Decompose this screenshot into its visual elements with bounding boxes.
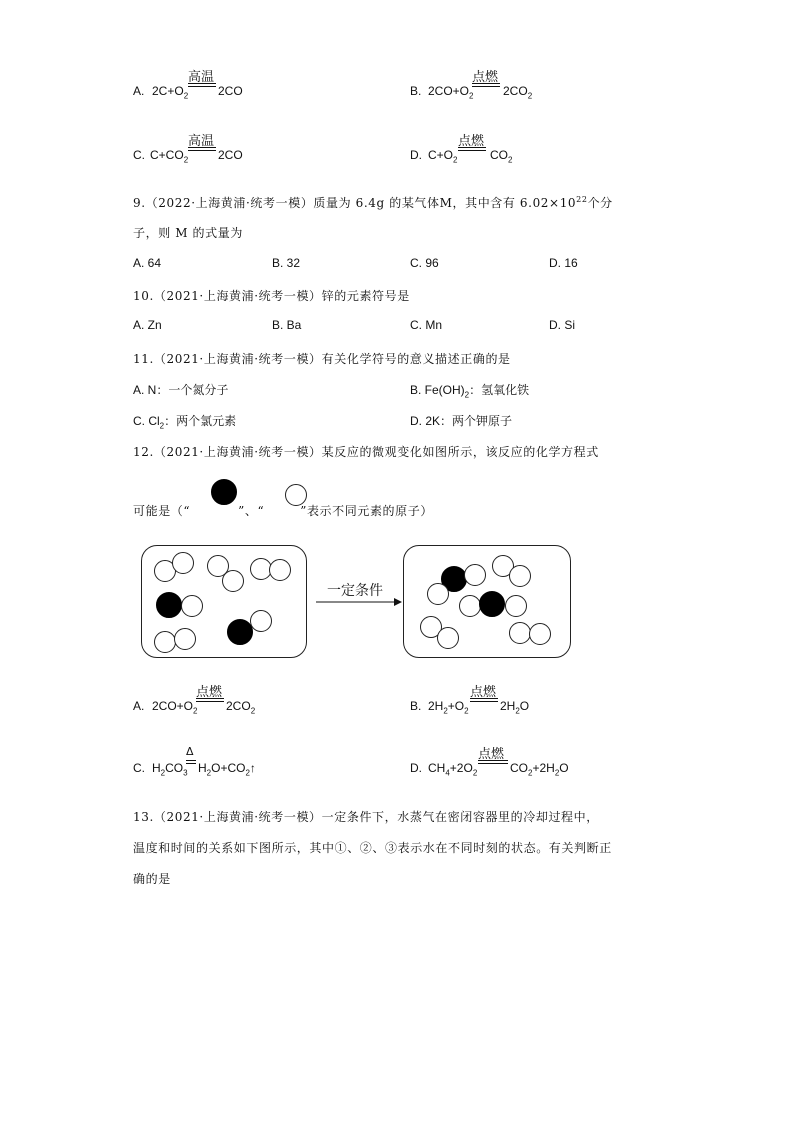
question-9-stem-line1: 9.（2022·上海黄浦·统考一模）质量为 6.4g 的某气体M，其中含有 $6.02\times 10^{22}$个分 [133, 195, 613, 210]
q11-option-a[interactable]: A. N：一个氮分子 [133, 383, 229, 397]
question-13-stem-line2: 温度和时间的关系如下图所示，其中①、②、③表示水在不同时刻的状态。有关判断正 [133, 841, 612, 855]
equation-lhs: $2CO+O_2$ [152, 699, 198, 716]
option-label: D. [410, 761, 422, 775]
reaction-condition: 高温 [188, 70, 215, 85]
option-label: A. [133, 699, 145, 713]
black-atom [479, 591, 505, 617]
reaction-condition: 高温 [188, 134, 215, 149]
reaction-condition: 点燃 [458, 134, 485, 149]
equation-rhs: 2CO [218, 84, 243, 98]
white-atom [437, 627, 459, 649]
equation-rhs: $2CO_2$ [503, 84, 533, 101]
equals-sign [458, 147, 486, 148]
white-atom [464, 564, 486, 586]
equals-sign [472, 83, 500, 84]
equation-lhs: $C+CO_2$ [150, 148, 189, 165]
q10-option-b[interactable]: B. Ba [272, 318, 302, 332]
q11-option-d[interactable]: D. 2K：两个钾原子 [410, 414, 513, 428]
equation-lhs: $C+O_2$ [428, 148, 458, 165]
black-atom [156, 592, 182, 618]
equation-lhs: $CH_4+2O_2$ [428, 761, 478, 778]
equation-lhs: $2C+O_2$ [152, 84, 189, 101]
equation-rhs: $2H_2O$ [500, 699, 530, 716]
equation-lhs: $2H_2+O_2$ [428, 699, 469, 716]
reaction-condition: 点燃 [196, 685, 223, 700]
question-11-stem: 11.（2021·上海黄浦·统考一模）有关化学符号的意义描述正确的是 [133, 352, 511, 366]
q9-option-b[interactable]: B. 32 [272, 256, 301, 270]
option-label: C. [133, 761, 145, 775]
black-atom-legend-icon [211, 479, 237, 505]
reaction-condition: 点燃 [478, 747, 505, 762]
question-10-stem: 10.（2021·上海黄浦·统考一模）锌的元素符号是 [133, 289, 410, 303]
equation-rhs: 2CO [218, 148, 243, 162]
option-label: D. [410, 148, 422, 162]
white-atom [174, 628, 196, 650]
white-atom [427, 583, 449, 605]
q11-option-c[interactable]: C. $Cl_2$：两个氯元素 [133, 414, 237, 431]
reaction-arrow-icon [314, 596, 404, 608]
question-13-stem-line3: 确的是 [133, 872, 171, 886]
white-atom [529, 623, 551, 645]
question-12-stem: 12.（2021·上海黄浦·统考一模）某反应的微观变化如图所示，该反应的化学方程式 [133, 445, 599, 459]
option-label: B. [410, 699, 422, 713]
question-12-stem-line2: 可能是（“ ”、“ ”表示不同元素的原子） [133, 504, 433, 518]
white-atom [459, 595, 481, 617]
question-13-stem-line1: 13.（2021·上海黄浦·统考一模）一定条件下，水蒸气在密闭容器里的冷却过程中， [133, 810, 599, 824]
q10-option-d[interactable]: D. Si [549, 318, 576, 332]
equation-rhs: $CO_2$ [490, 148, 513, 165]
q9-option-a[interactable]: A. 64 [133, 256, 162, 270]
white-atom [222, 570, 244, 592]
q11-option-b[interactable]: B. $Fe(OH)_2$：氢氧化铁 [410, 383, 530, 400]
q10-option-a[interactable]: A. Zn [133, 318, 162, 332]
white-atom [154, 631, 176, 653]
white-atom [509, 622, 531, 644]
equation-rhs: $H_2O+CO_2↑$ [198, 761, 256, 778]
equation-lhs: $H_2CO_3$ [152, 761, 188, 778]
white-atom-legend-icon [285, 484, 307, 506]
reaction-condition: 点燃 [472, 70, 499, 85]
equals-sign [478, 760, 508, 761]
equation-lhs: $2CO+O_2$ [428, 84, 474, 101]
reaction-condition: Δ [186, 745, 194, 758]
arrow-condition-label: 一定条件 [327, 583, 383, 599]
white-atom [269, 559, 291, 581]
q9-option-d[interactable]: D. 16 [549, 256, 578, 270]
white-atom [181, 595, 203, 617]
white-atom [505, 595, 527, 617]
equals-sign [470, 698, 498, 699]
question-9-stem-line2: 子，则 M 的式量为 [133, 226, 243, 240]
equals-sign [188, 147, 216, 148]
q10-option-c[interactable]: C. Mn [410, 318, 443, 332]
option-label: C. [133, 148, 145, 162]
option-label: B. [410, 84, 422, 98]
white-atom [509, 565, 531, 587]
reaction-condition: 点燃 [470, 685, 497, 700]
option-label: A. [133, 84, 145, 98]
white-atom [172, 552, 194, 574]
equals-sign [196, 698, 224, 699]
equals-sign [186, 760, 196, 761]
white-atom [250, 610, 272, 632]
q9-option-c[interactable]: C. 96 [410, 256, 439, 270]
equation-rhs: $2CO_2$ [226, 699, 256, 716]
equals-sign [188, 83, 216, 84]
black-atom [227, 619, 253, 645]
equation-rhs: $CO_2+2H_2O$ [510, 761, 569, 778]
